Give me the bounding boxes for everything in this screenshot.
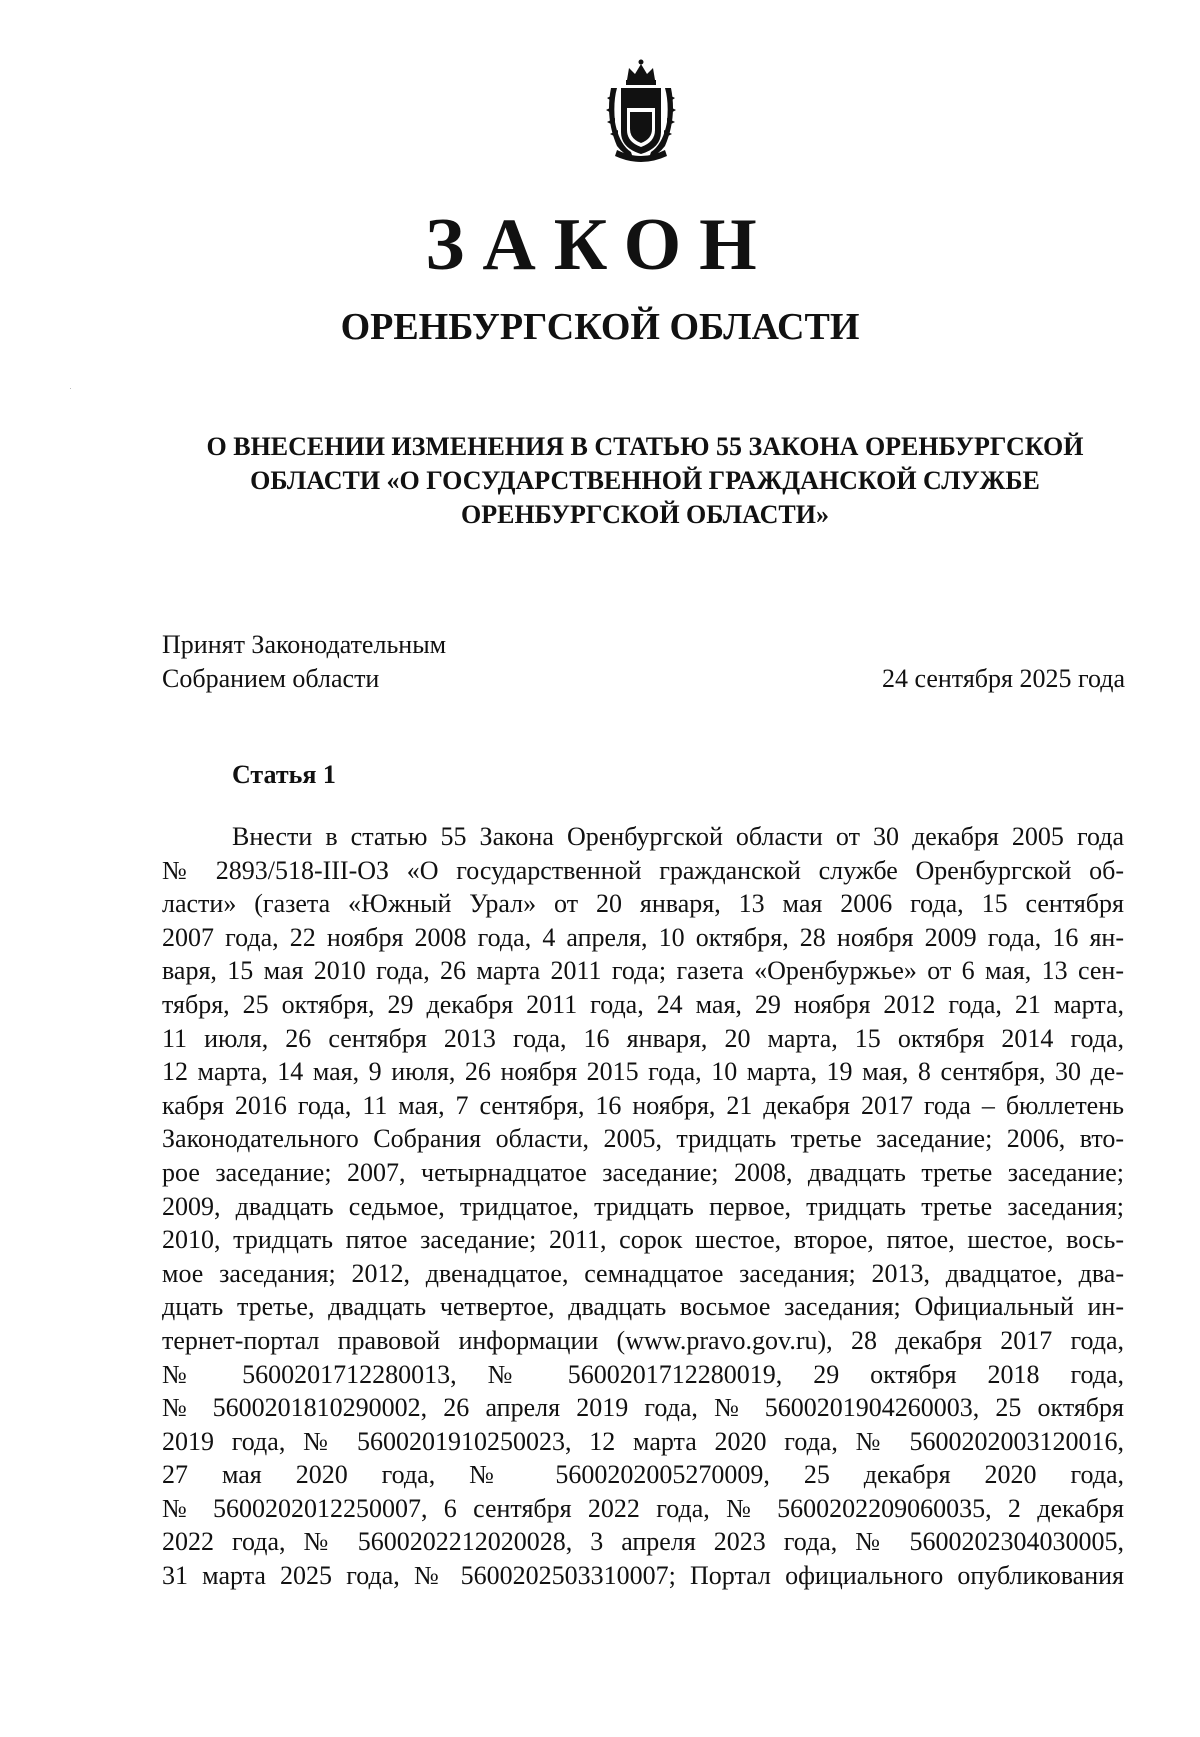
region-title: ОРЕНБУРГСКОЙ ОБЛАСТИ xyxy=(340,306,860,348)
body-line: № 5600201712280013, № 5600201712280019, 29 октября 2018 года, xyxy=(162,1359,1124,1389)
body-line: тернет-портал правовой информации (www.pravo.gov.ru), 28 декабря 2017 года, xyxy=(162,1325,1124,1355)
adoption-line: Принят Законодательным xyxy=(162,630,447,659)
heading-line: ОБЛАСТИ «О ГОСУДАРСТВЕННОЙ ГРАЖДАНСКОЙ СЛУЖБЕ xyxy=(250,466,1040,495)
body-line: № 2893/518-III-ОЗ «О государственной гражданской службе Оренбургской об- xyxy=(162,855,1124,885)
body-line: дцать третье, двадцать четвертое, двадцать восьмое заседания; Официальный ин- xyxy=(162,1292,1124,1322)
body-line: 27 мая 2020 года, № 5600202005270009, 25 декабря 2020 года, xyxy=(162,1460,1124,1490)
body-line: Законодательного Собрания области, 2005, тридцать третье заседание; 2006, вто- xyxy=(162,1124,1124,1154)
adoption-block xyxy=(162,628,446,696)
body-line: 31 марта 2025 года, № 5600202503310007; Портал официального опубликования xyxy=(162,1561,1124,1591)
body-line: 2007 года, 22 ноября 2008 года, 4 апреля, 10 октября, 28 ноября 2009 года, 16 ян- xyxy=(162,922,1124,952)
body-line: рое заседание; 2007, четырнадцатое заседание; 2008, двадцать третье заседание; xyxy=(162,1157,1124,1187)
body-line: № 5600201810290002, 26 апреля 2019 года, № 5600201904260003, 25 октября xyxy=(162,1393,1124,1423)
article-body xyxy=(162,820,1124,1593)
body-line: 2010, тридцать пятое заседание; 2011, сорок шестое, второе, пятое, шестое, вось- xyxy=(162,1225,1124,1255)
adoption-date: 24 сентября 2025 года xyxy=(881,664,1125,693)
law-title: ЗАКОН xyxy=(425,204,775,286)
body-line: мое заседания; 2012, двенадцатое, семнадцатое заседания; 2013, двадцатое, два- xyxy=(162,1258,1124,1288)
coat-of-arms-icon xyxy=(603,58,679,164)
body-line: варя, 15 мая 2010 года, 26 марта 2011 года; газета «Оренбуржье» от 6 мая, 13 сен- xyxy=(162,956,1124,986)
adoption-line: Собранием области xyxy=(162,664,380,693)
body-line: 2022 года, № 5600202212020028, 3 апреля 2023 года, № 5600202304030005, xyxy=(162,1527,1124,1557)
body-line: № 5600202012250007, 6 сентября 2022 года, № 5600202209060035, 2 декабря xyxy=(162,1493,1124,1523)
law-heading xyxy=(160,430,1130,532)
body-line: 2009, двадцать седьмое, тридцатое, тридцать первое, тридцать третье заседания; xyxy=(162,1191,1124,1221)
body-line: кабря 2016 года, 11 мая, 7 сентября, 16 ноября, 21 декабря 2017 года – бюллетень xyxy=(162,1090,1124,1120)
body-line: ласти» (газета «Южный Урал» от 20 января, 13 мая 2006 года, 15 сентября xyxy=(162,889,1124,919)
body-line: Внести в статью 55 Закона Оренбургской области от 30 декабря 2005 года xyxy=(232,822,1124,851)
body-line: тября, 25 октября, 29 декабря 2011 года, 24 мая, 29 ноября 2012 года, 21 марта, xyxy=(162,989,1124,1019)
body-line: 11 июля, 26 сентября 2013 года, 16 января, 20 марта, 15 октября 2014 года, xyxy=(162,1023,1124,1053)
heading-line: О ВНЕСЕНИИ ИЗМЕНЕНИЯ В СТАТЬЮ 55 ЗАКОНА ОРЕНБУРГСКОЙ xyxy=(206,432,1084,461)
heading-line: ОРЕНБУРГСКОЙ ОБЛАСТИ» xyxy=(461,500,829,529)
body-line: 12 марта, 14 мая, 9 июля, 26 ноября 2015 года, 10 марта, 19 мая, 8 сентября, 30 де- xyxy=(162,1057,1124,1087)
scan-speck xyxy=(70,388,71,389)
article-title: Статья 1 xyxy=(232,760,336,789)
body-line: 2019 года, № 5600201910250023, 12 марта 2020 года, № 5600202003120016, xyxy=(162,1426,1124,1456)
